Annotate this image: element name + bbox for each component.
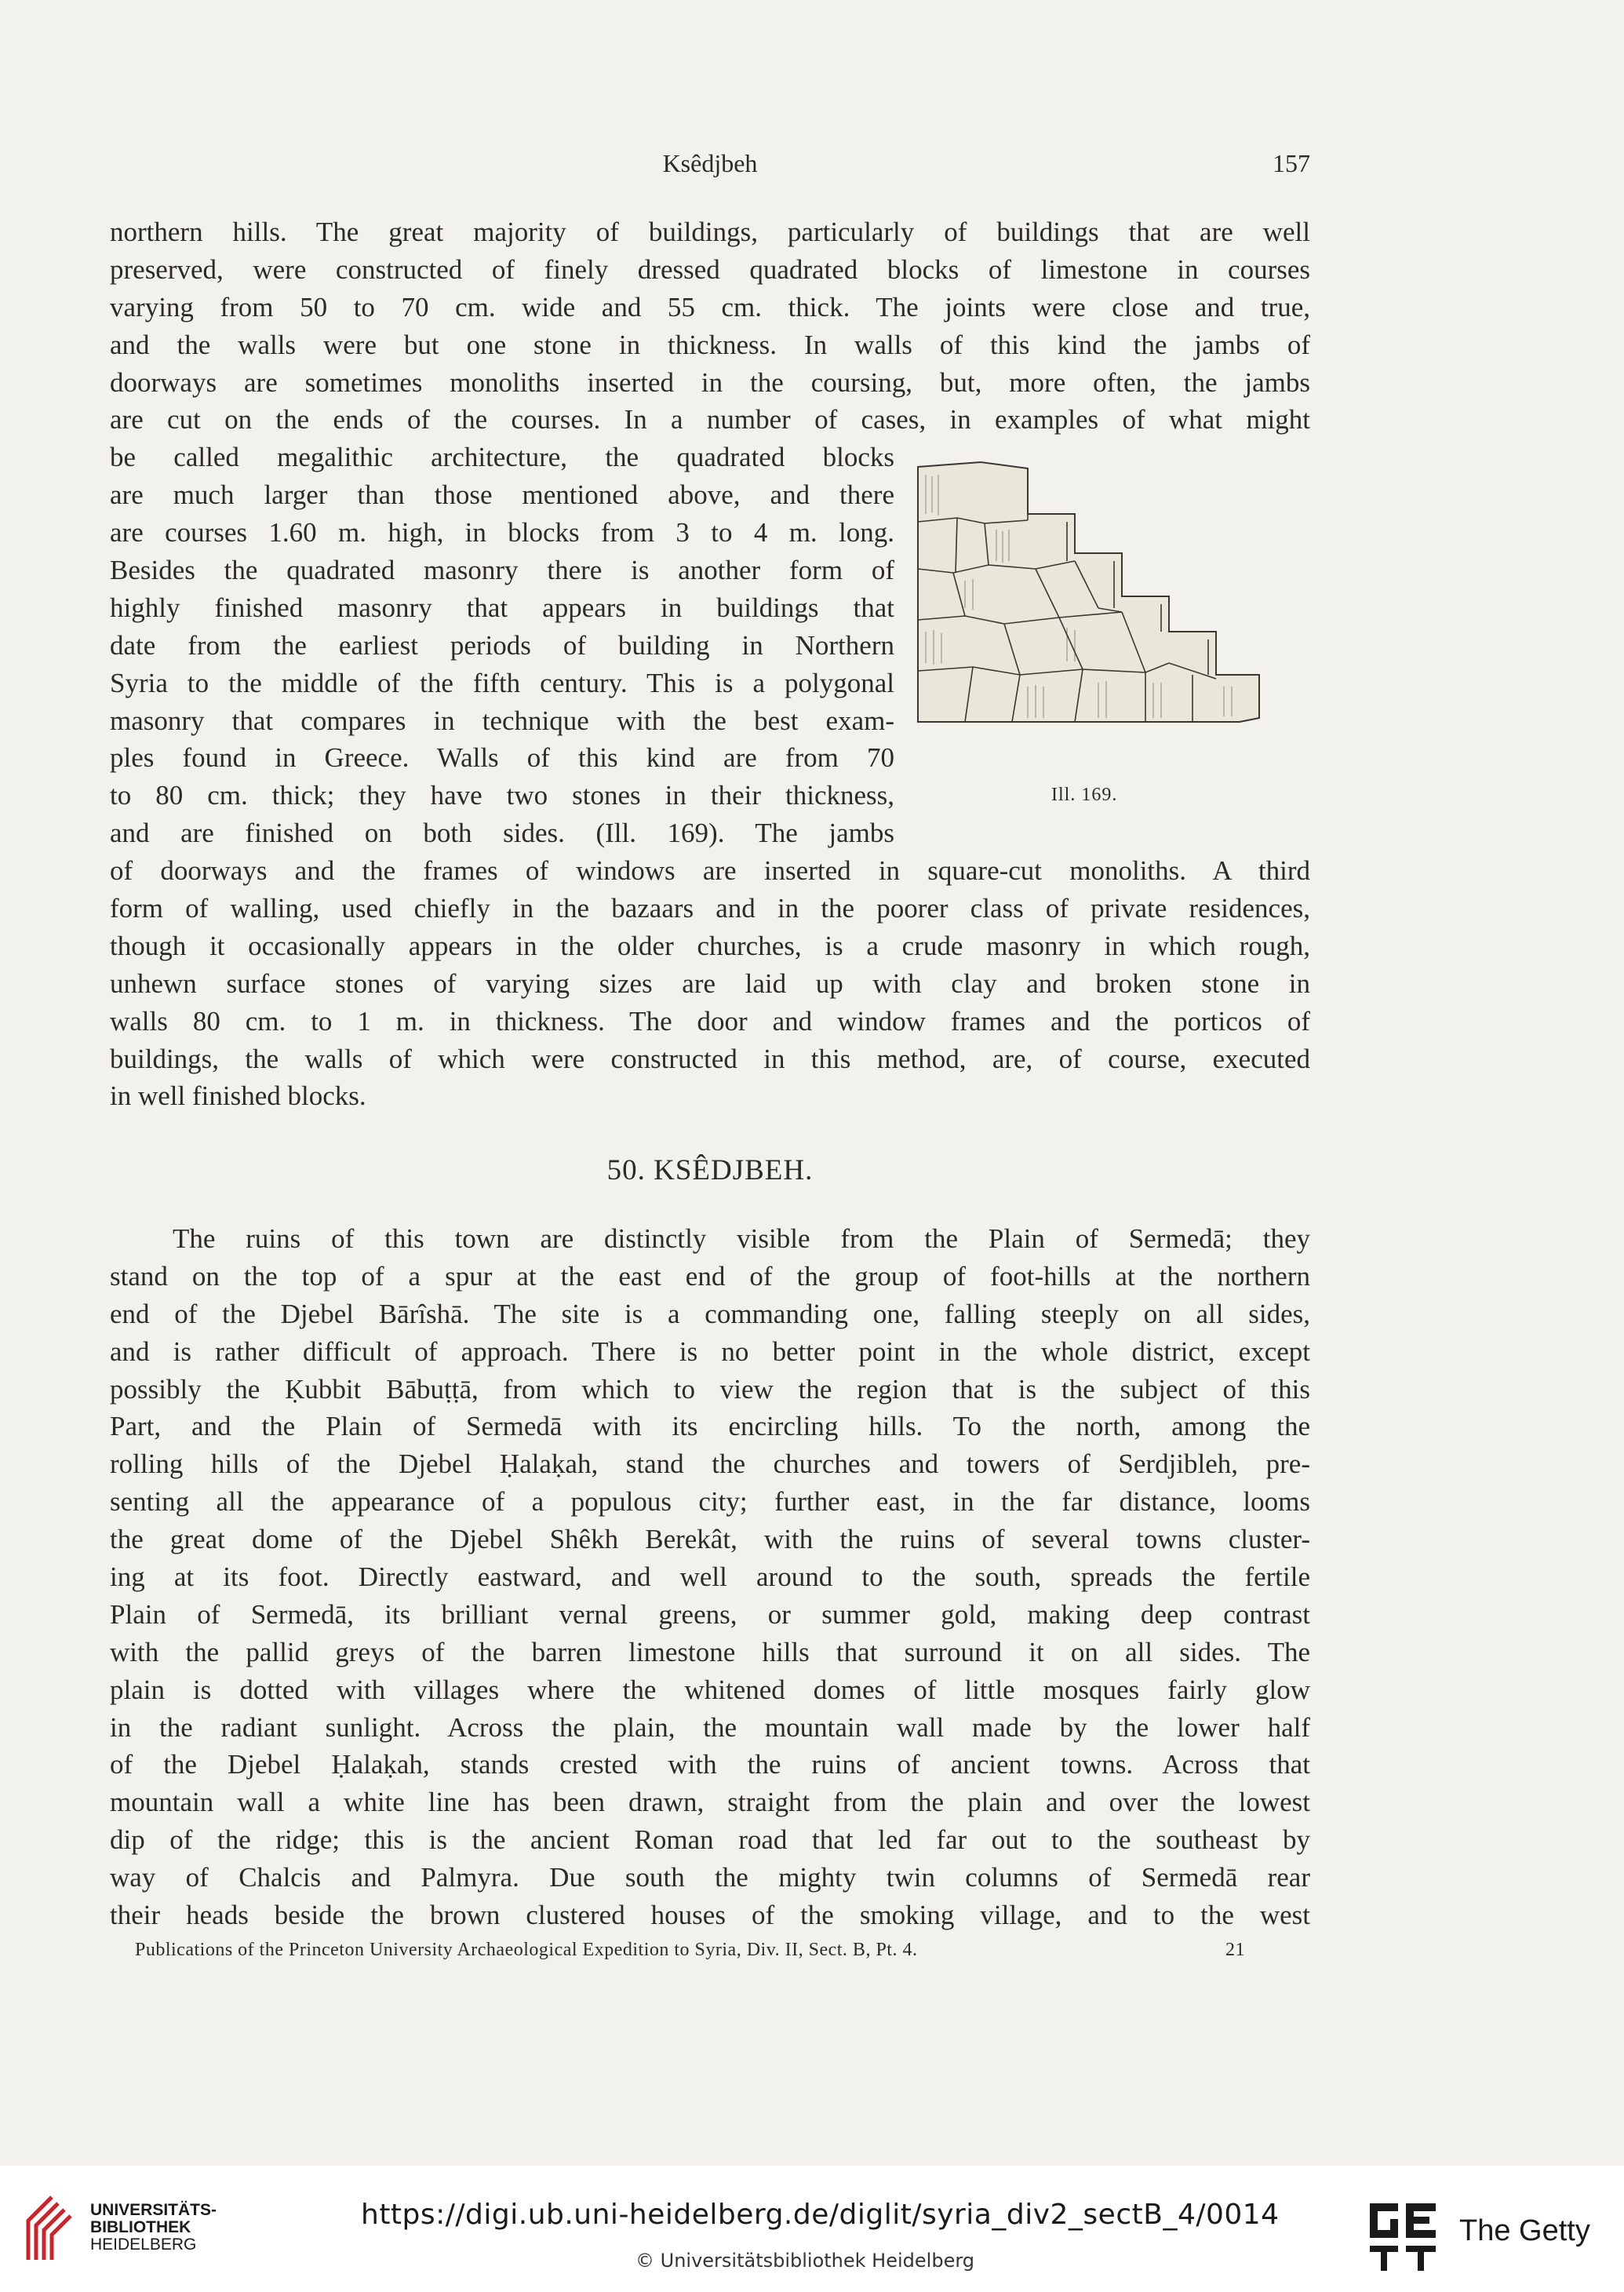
paragraph-ksedjbeh (110, 1220, 1310, 1934)
library-name-line: HEIDELBERG (90, 2236, 197, 2254)
text-line: in the radiant sunlight. Across the plain, the mountain wall made by the lower half (110, 1711, 1310, 1743)
text-line: rolling hills of the Djebel Ḥalaḳah, stand the churches and towers of Serdjibleh, pre- (110, 1448, 1310, 1480)
text-line: are cut on the ends of the courses. In a number of cases, in examples of what might (110, 404, 1310, 435)
running-head (110, 149, 1310, 188)
text-line: unhewn surface stones of varying sizes are laid up with clay and broken stone in (110, 967, 1310, 999)
library-name-line: BIBLIOTHEK (90, 2218, 191, 2236)
text-line: mountain wall a white line has been drawn, straight from the plain and over the lowest (110, 1787, 1310, 1818)
polygonal-masonry-illustration (910, 451, 1302, 765)
text-line: Besides the quadrated masonry there is another form of (110, 555, 894, 586)
text-line: walls 80 cm. to 1 m. in thickness. The door and window frames and the porticos of (110, 1005, 1310, 1037)
text-line: senting all the appearance of a populous city; further east, in the far distance, looms (110, 1486, 1310, 1518)
signature-mark: 21 (1225, 1940, 1245, 1960)
masonry-drawing (910, 451, 1302, 765)
text-line: though it occasionally appears in the older churches, is a crude masonry in which rough, (110, 930, 1310, 961)
publication-footnote (135, 1940, 1245, 1961)
permalink[interactable]: https://digi.ub.uni-heidelberg.de/diglit/syria_div2_sectB_4/0014 (361, 2199, 1280, 2231)
running-title: Ksêdjbeh (662, 149, 758, 177)
footnote-text: Publications of the Princeton University Archaeological Expedition to Syria, Div. II, Sect. B, Pt. 4. (135, 1940, 918, 1960)
text-line: Part, and the Plain of Sermedā with its encircling hills. To the north, among the (110, 1411, 1310, 1442)
university-library-logo-icon (20, 2193, 83, 2264)
text-line: date from the earliest periods of building in Northern (110, 629, 894, 661)
text-line: are courses 1.60 m. high, in blocks from 3 to 4 m. long. (110, 517, 894, 548)
text-line: masonry that compares in technique with the best exam- (110, 705, 894, 736)
text-line: be called megalithic architecture, the quadrated blocks (110, 442, 894, 473)
text-line: form of walling, used chiefly in the bazaars and in the poorer class of private residences, (110, 893, 1310, 924)
library-name (90, 2202, 217, 2254)
text-line: The ruins of this town are distinctly visible from the Plain of Sermedā; they (173, 1223, 1310, 1254)
text-line: Plain of Sermedā, its brilliant vernal greens, or summer gold, making deep contrast (110, 1598, 1310, 1630)
text-line: to 80 cm. thick; they have two stones in their thickness, (110, 780, 894, 811)
text-line: of doorways and the frames of windows are inserted in square-cut monoliths. A third (110, 855, 1310, 887)
text-line: of the Djebel Ḥalaḳah, stands crested with the ruins of ancient towns. Across that (110, 1749, 1310, 1780)
text-line: highly finished masonry that appears in buildings that (110, 592, 894, 623)
text-line: dip of the ridge; this is the ancient Roman road that led far out to the southeast by (110, 1824, 1310, 1856)
text-line: northern hills. The great majority of buildings, particularly of buildings that are well (110, 217, 1310, 247)
text-line: in well finished blocks. (110, 1080, 366, 1112)
text-line: and the walls were but one stone in thickness. In walls of this kind the jambs of (110, 329, 1310, 360)
text-line: buildings, the walls of which were constructed in this method, are, of course, executed (110, 1043, 1310, 1074)
text-line: are much larger than those mentioned above, and there (110, 479, 894, 511)
figure-caption: Ill. 169. (1051, 785, 1118, 805)
text-line: the great dome of the Djebel Shêkh Berekât, with the ruins of several towns cluster- (110, 1524, 1310, 1555)
text-line: end of the Djebel Bārîshā. The site is a commanding one, falling steeply on all sides, (110, 1298, 1310, 1329)
text-line: preserved, were constructed of finely dressed quadrated blocks of limestone in courses (110, 253, 1310, 285)
section-heading: 50. KSÊDJBEH. (606, 1154, 814, 1186)
text-line: stand on the top of a spur at the east end of the group of foot-hills at the northern (110, 1260, 1310, 1292)
text-line: plain is dotted with villages where the whitened domes of little mosques fairly glow (110, 1674, 1310, 1705)
text-line: varying from 50 to 70 cm. wide and 55 cm. thick. The joints were close and true, (110, 291, 1310, 322)
text-line: ing at its foot. Directly eastward, and well around to the south, spreads the fertile (110, 1561, 1310, 1593)
text-line: doorways are sometimes monoliths inserted in the coursing, but, more often, the jambs (110, 366, 1310, 398)
text-line: possibly the Ḳubbit Bābuṭṭā, from which to view the region that is the subject of this (110, 1373, 1310, 1405)
getty-name: The Getty (1459, 2214, 1590, 2247)
text-line: ples found in Greece. Walls of this kind are from 70 (110, 742, 894, 774)
text-line: Syria to the middle of the fifth century. This is a polygonal (110, 667, 894, 698)
text-line: their heads beside the brown clustered houses of the smoking village, and to the west (110, 1900, 1310, 1931)
text-line: way of Chalcis and Palmyra. Due south the mighty twin columns of Sermedā rear (110, 1862, 1310, 1893)
library-name-line: UNIVERSITÄTS- (90, 2201, 217, 2219)
getty-logo-icon (1364, 2197, 1442, 2276)
text-line: with the pallid greys of the barren limestone hills that surround it on all sides. The (110, 1636, 1310, 1667)
page-number: 157 (1273, 149, 1310, 177)
copyright-notice: © Universitätsbibliothek Heidelberg (635, 2250, 975, 2272)
text-line: and is rather difficult of approach. There is no better point in the whole district, except (110, 1335, 1310, 1367)
text-line: and are finished on both sides. (Ill. 169). The jambs (110, 818, 894, 849)
